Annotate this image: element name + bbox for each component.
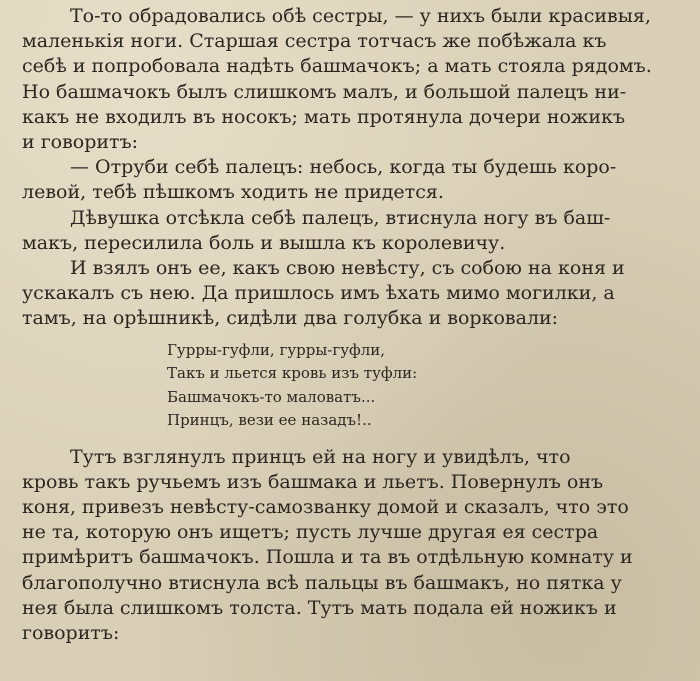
text-line: кровь такъ ручьемъ изъ башмака и льетъ. Повернулъ онъ (22, 470, 604, 493)
paragraph-mother-speech (22, 155, 654, 205)
paragraph-prince-returns (22, 445, 654, 647)
paragraph-girl-cuts-toe (22, 206, 654, 256)
text-line: маленькія ноги. Старшая сестра тотчасъ же побѣжала къ (22, 30, 607, 53)
text-line: То-то обрадовались обѣ сестры, — у нихъ были красивыя, (70, 5, 651, 27)
text-line: И взялъ онъ ее, какъ свою невѣсту, съ собою на коня и (70, 257, 625, 280)
text-line: и говоритъ: (22, 131, 139, 154)
text-line: нея была слишкомъ толста. Тутъ мать подала ей ножикъ и (22, 596, 617, 619)
verse-line: Башмачокъ-то маловатъ... (167, 387, 376, 406)
text-line: себѣ и попробовала надѣть башмачокъ; а мать стояла рядомъ. (22, 55, 652, 78)
paragraph-sisters-rejoice (22, 4, 654, 155)
text-line: не та, которую онъ ищетъ; пусть лучше другая ея сестра (22, 521, 599, 544)
text-line: ускакалъ съ нею. Да пришлось имъ ѣхать мимо могилки, а (22, 282, 615, 305)
text-line: тамъ, на орѣшникѣ, сидѣли два голубка и ворковали: (22, 307, 559, 330)
text-line: Дѣвушка отсѣкла себѣ палецъ, втиснула ногу въ баш- (70, 206, 611, 229)
verse-line: Гурры-гуфли, гурры-гуфли, (167, 340, 386, 359)
text-line: Тутъ взглянулъ принцъ ей на ногу и увидѣлъ, что (70, 445, 571, 468)
text-line: макъ, пересилила боль и вышла къ королевичу. (22, 231, 506, 254)
text-line: говоритъ: (22, 622, 120, 645)
text-line: благополучно втиснула всѣ пальцы въ башмакъ, но пятка у (22, 571, 622, 594)
text-line: — Отруби себѣ палецъ: небось, когда ты будешь коро- (70, 156, 617, 179)
verse-line: Принцъ, вези ее назадъ!.. (167, 411, 372, 430)
text-line: какъ не входилъ въ носокъ; мать протянула дочери ножикъ (22, 105, 626, 128)
text-line: коня, привезъ невѣсту-самозванку домой и сказалъ, что это (22, 496, 629, 519)
text-line: примѣритъ башмачокъ. Пошла и та въ отдѣльную комнату и (22, 546, 633, 569)
text-line: левой, тебѣ пѣшкомъ ходить не придется. (22, 181, 444, 204)
text-line: Но башмачокъ былъ слишкомъ малъ, и большой палецъ ни- (22, 80, 627, 103)
verse-line: Такъ и льется кровь изъ туфли: (167, 364, 418, 383)
pigeon-verse (167, 339, 654, 433)
paragraph-ride-past-grave (22, 256, 654, 332)
